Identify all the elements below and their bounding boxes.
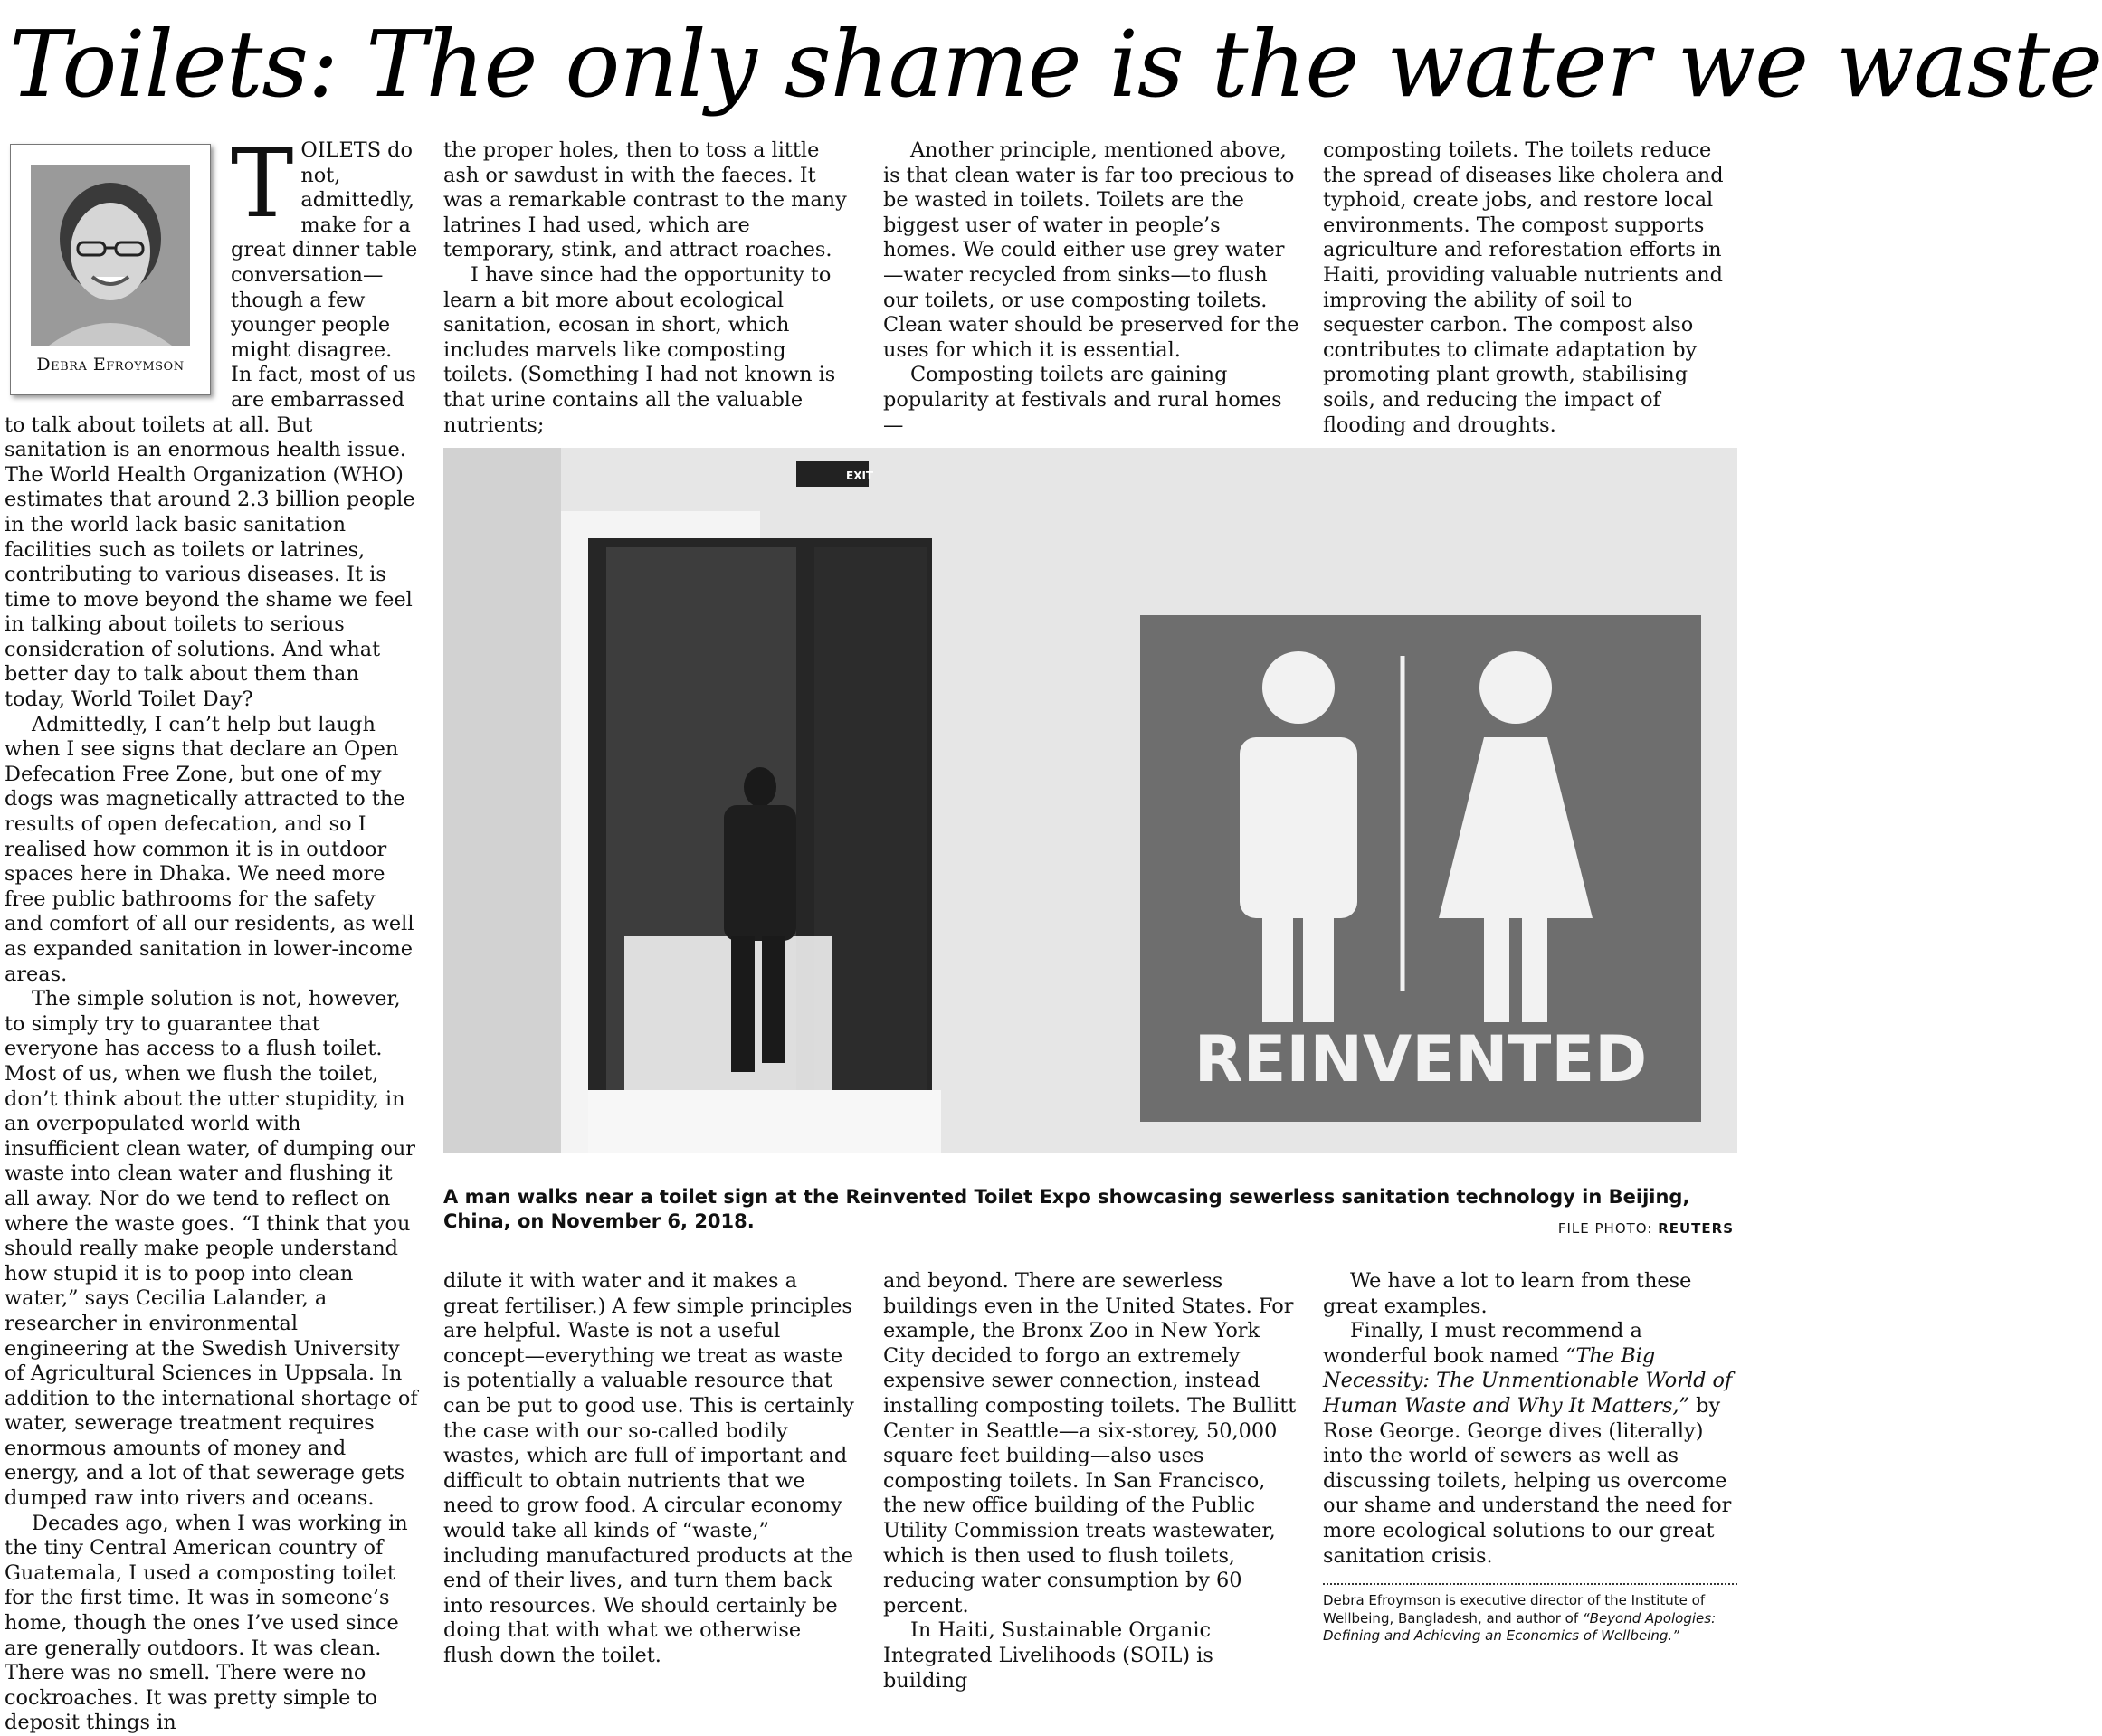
article-paragraph: dilute it with water and it makes a great fertiliser.) A few simple principles are helpful. Waste is not a useful concept—everything we treat as waste is potentially a valuable resource that can be put to good use. This is certainly the case with our so-called bodily wastes, which are full of important and difficult to obtain nutrients that we need to grow food. A circular economy would take all kinds of “waste,” including manufactured products at the end of their lives, and turn them back into resources. We should certainly be doing that with what we otherwise flush down the toilet. — [443, 1269, 854, 1667]
article-column-1 — [5, 128, 419, 1736]
article-column-4-top — [1323, 138, 1737, 438]
article-column-2-top — [443, 138, 857, 438]
article-paragraph: The simple solution is not, however, to simply try to guarantee that everyone has access to a flush toilet. Most of us, when we flush the toilet, don’t think about the utter stupidity, in an overpopulated world with insufficient clean water, of dumping our waste into clean water and flushing it all away. Nor do we tend to reflect on where the waste goes. “I think that you should really make people understand how stupid it is to poop into clean water,” says Cecilia Lalander, a researcher in environmental engineering at the Swedish University of Agricultural Sciences in Uppsala. In addition to the international shortage of water, sewerage treatment requires enormous amounts of money and energy, and a lot of that sewerage gets dumped raw into rivers and oceans. — [5, 987, 418, 1511]
exit-sign-text: EXIT — [846, 470, 874, 482]
author-portrait — [31, 165, 190, 346]
book-title: “The Big Necessity: The Unmentionable World of Human Waste and Why It Matters,” — [1323, 1343, 1733, 1418]
news-photo — [443, 448, 1737, 1153]
article-paragraph — [1323, 1319, 1737, 1569]
exit-sign — [796, 461, 874, 487]
photo-credit-source: REUTERS — [1658, 1220, 1734, 1237]
author-photo-box — [10, 144, 211, 395]
drop-cap: T — [231, 128, 294, 239]
article-paragraph: Composting toilets are gaining popularity at festivals and rural homes— — [883, 363, 1282, 437]
article-column-3-bottom — [883, 1269, 1299, 1693]
photo-credit-prefix: FILE PHOTO: — [1557, 1220, 1659, 1237]
article-column-2-bottom — [443, 1269, 857, 1669]
article-paragraph: composting toilets. The toilets reduce the spread of diseases like cholera and typhoid, create jobs, and restore local environments. The compost supports agriculture and reforestation efforts in Haiti, providing valuable nutrients and improving the ability of soil to sequester carbon. The compost also contributes to climate adaptation by promoting plant growth, stabilising soils, and reducing the impact of flooding and droughts. — [1323, 138, 1724, 437]
article-paragraph: Decades ago, when I was working in the tiny Central American country of Guatemala, I used a composting toilet for the first time. It was in someone’s home, though the ones I’ve used since are generally outdoors. It was clean. There was no smell. There were no cockroaches. It was pretty simple to deposit things in — [5, 1511, 408, 1735]
paragraph-text: Finally, I must recommend a wonderful book named — [1323, 1319, 1642, 1368]
article-paragraph: I have since had the opportunity to learn a bit more about ecological sanitation, ecosan in short, which includes marvels like composting toilets. (Something I had not known is that urine contains all the valuable nutrients; — [443, 262, 836, 437]
headline: Toilets: The only shame is the water we waste — [9, 11, 2102, 118]
author-bio — [1323, 1592, 1737, 1646]
paragraph-text: OILETS do not, admittedly, make for a great dinner table conversation—though a few younger people might disagree. In fact, most of us are embarrassed to talk about toilets at all. But sanitation is an enormous health issue. The World Health Organization (WHO) estimates that around 2.3 billion people in the world lack basic sanitation facilities such as toilets or latrines, contributing to various diseases. It is time to move beyond the shame we feel in talking about toilets to serious consideration of solutions. And what better day to talk about them than today, World Toilet Day? — [5, 138, 418, 712]
article-paragraph: the proper holes, then to toss a little ash or sawdust in with the faeces. It was a remarkable contrast to the many latrines I had used, which are temporary, stink, and attract roaches. — [443, 138, 847, 262]
photo-credit — [1558, 1220, 1734, 1237]
author-name: Debra Efroymson — [36, 355, 185, 375]
restroom-sign-text: REINVENTED — [1194, 1022, 1648, 1096]
article-column-3-top — [883, 138, 1299, 438]
bio-book-title: “Beyond Apologies: Defining and Achieving an Economics of Wellbeing.” — [1323, 1609, 1717, 1645]
article-paragraph: and beyond. There are sewerless buildings even in the United States. For example, the Bronx Zoo in New York City decided to forgo an extremely expensive sewer connection, instead installing composting toilets. The Bullitt Center in Seattle—a six-storey, 50,000 square feet building—also uses composting toilets. In San Francisco, the new office building of the Public Utility Commission treats wastewater, which is then used to flush toilets, reducing water consumption by 60 percent. — [883, 1269, 1297, 1617]
restroom-sign — [1140, 615, 1701, 1122]
article-column-4-bottom — [1323, 1269, 1737, 1646]
bio-divider — [1323, 1583, 1737, 1585]
photo-caption: A man walks near a toilet sign at the Reinvented Toilet Expo showcasing sewerless sanitation technology in Beijing, China, on November 6, 2018. — [443, 1186, 1690, 1232]
article-paragraph: Another principle, mentioned above, is that clean water is far too precious to be wasted in toilets. Toilets are the biggest user of water in people’s homes. We could either use grey water—water recycled from sinks—to flush our toilets, or use composting toilets. Clean water should be preserved for the uses for which it is essential. — [883, 138, 1299, 362]
paragraph-text: by Rose George. George dives (literally) into the world of sewers as well as discussing toilets, helping us overcome our shame and understand the need for more ecological solutions to our great sanitation crisis. — [1323, 1393, 1732, 1568]
article-paragraph: In Haiti, Sustainable Organic Integrated Livelihoods (SOIL) is building — [883, 1618, 1213, 1693]
article-paragraph: Admittedly, I can’t help but laugh when I see signs that declare an Open Defecation Free Zone, but one of my dogs was magnetically attracted to the results of open defecation, and so I realised how common it is in outdoor spaces here in Dhaka. We need more free public bathrooms for the safety and comfort of all our residents, as well as expanded sanitation in lower-income areas. — [5, 712, 414, 986]
article-paragraph: We have a lot to learn from these great examples. — [1323, 1269, 1692, 1318]
bio-text: Debra Efroymson is executive director of the Institute of Wellbeing, Bangladesh, and author of — [1323, 1592, 1706, 1627]
